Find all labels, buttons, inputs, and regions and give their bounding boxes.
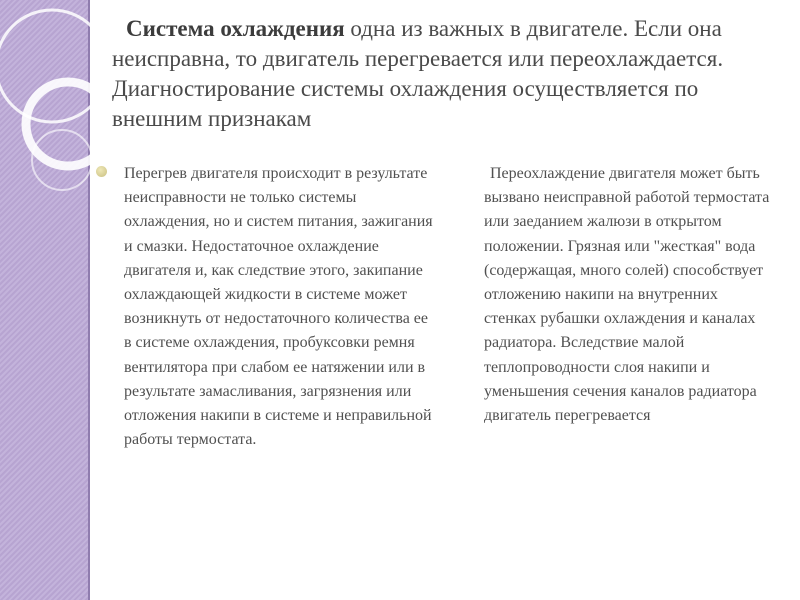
sidebar-edge-line [88, 0, 90, 600]
left-column-text: Перегрев двигателя происходит в результате неисправности не только системы охлаждения, но и систем питания, зажигания и смазки. Недостаточное охлаждение двигателя и, как следствие этого, закипание охлаждающей жидкости в системе может возникнуть от недостаточного количества ее в системе охлаждения, пробуксовки ремня вентилятора при слабом ее натяжении или в результате замасливания, загрязнения или отложения накипи в системе и неправильной работы термостата. [124, 165, 433, 449]
bullet-dot-icon [96, 166, 107, 177]
right-column [484, 162, 774, 428]
title-lead: Система охлаждения [126, 16, 345, 41]
slide-title [112, 14, 772, 134]
right-column-text: Переохлаждение двигателя может быть вызвано неисправной работой термостата или заеданием жалюзи в открытом положении. Грязная или "жесткая" вода (содержащая, много солей) способствует отложению накипи на внутренних стенках рубашки охлаждения и каналах радиатора. Вследствие малой теплопроводности слоя накипи и уменьшения сечения каналов радиатора двигатель перегревается [484, 165, 770, 425]
decorative-sidebar [0, 0, 88, 600]
title-rest: одна из важных в двигателе. Если она неисправна, то двигатель перегревается или переохлаждается. Диагностирование системы охлаждения осуществляется по внешним признакам [112, 16, 724, 131]
